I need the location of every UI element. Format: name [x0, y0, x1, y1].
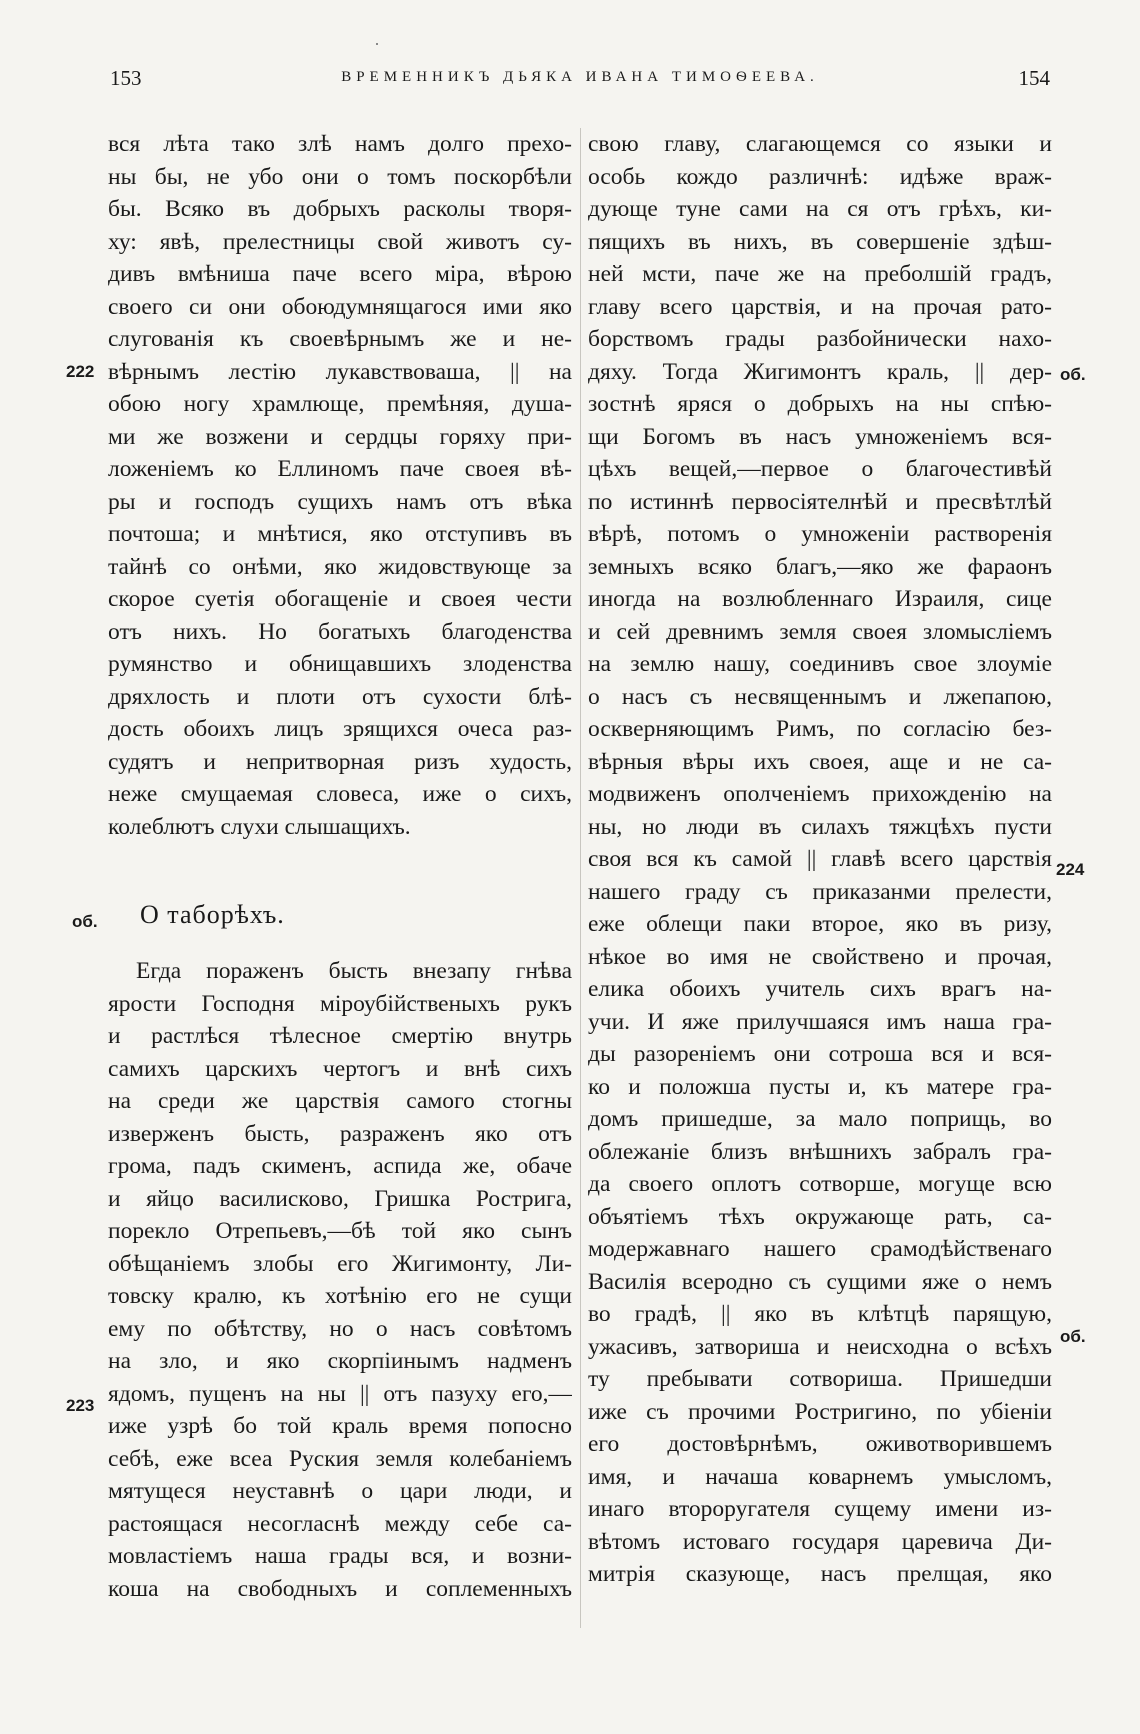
text-line: облежаніе близъ внѣшнихъ забралъ гра- — [588, 1138, 1052, 1165]
margin-folio-223: 223 — [66, 1396, 95, 1415]
text-line: ми же возжени и сердцы горяху при- — [108, 423, 572, 450]
text-line: особь кождо различнѣ: идѣже враж- — [588, 163, 1052, 190]
text-line: дяху. Тогда Жигимонтъ краль, || дер- — [588, 358, 1052, 385]
text-line: судятъ и непритворная ризъ худость, — [108, 748, 572, 775]
text-line: во градѣ, || яко въ клѣтцѣ парящую, — [588, 1301, 1052, 1327]
text-line: инаго второругателя сущему имени из- — [588, 1496, 1052, 1522]
text-line: мовластіемъ наша грады вся, и возни- — [108, 1543, 572, 1569]
text-line: на зло, и яко скорпіинымъ надменъ — [108, 1348, 572, 1374]
text-line: слугованія къ своевѣрнымъ же и не- — [108, 326, 572, 352]
text-line: бы. Всяко въ добрыхъ расколы творя- — [108, 196, 572, 222]
text-line: товску кралю, къ хотѣнію его не сущи — [108, 1283, 572, 1309]
text-line: вся лѣта тако злѣ намъ долго прехо- — [108, 131, 572, 157]
text-line: елика обоихъ учитель сихъ врагъ на- — [588, 976, 1052, 1002]
section-heading: О таборѣхъ. — [140, 900, 285, 929]
left-column-text-b — [108, 955, 572, 1605]
text-line: обѣщаніемъ злобы его Жигимонту, Ли- — [108, 1250, 572, 1277]
text-line: своего си они обоюдумнящагося ими яко — [108, 293, 572, 320]
text-line: ложеніемъ ко Еллиномъ паче своея вѣ- — [108, 456, 572, 482]
text-line: изверженъ бысть, разраженъ яко отъ — [108, 1120, 572, 1147]
text-line: и яйцо василисково, Гришка Ростригa, — [108, 1185, 572, 1212]
text-line: ры и господъ сущихъ намъ отъ вѣка — [108, 488, 572, 515]
text-line: борствомъ грады разбойнически нахо- — [588, 326, 1052, 352]
margin-obverse-left: об. — [72, 912, 98, 931]
text-line: имя, и начаша коварнемъ умысломъ, — [588, 1463, 1052, 1490]
text-line: растоящася несогласнѣ между себе са- — [108, 1510, 572, 1537]
text-line: вѣтомъ истоваго государя царевича Ди- — [588, 1528, 1052, 1555]
text-line: скорое суетія обогащеніе и своея чести — [108, 586, 572, 612]
text-line: ярости Господня міроубійственыхъ рукъ — [108, 990, 572, 1017]
text-line: митрія сказующе, насъ прелщая, яко — [588, 1561, 1052, 1587]
text-line: главу всего царствія, и на прочая рато- — [588, 293, 1052, 320]
text-line: коша на свободныхъ и соплеменныхъ — [108, 1575, 572, 1602]
left-column-text-a — [108, 128, 572, 843]
text-line: ды разореніемъ они сотроша вся и вся- — [588, 1041, 1052, 1067]
running-title: ВРЕМЕННИКЪ ДЬЯКА ИВАНА ТИМОѲЕЕВА. — [341, 69, 819, 85]
text-line: о насъ съ несвященнымъ и лжепапою, — [588, 683, 1052, 710]
text-line: грома, падъ скименъ, аспида же, обаче — [108, 1153, 572, 1179]
page-number-left: 153 — [110, 66, 142, 90]
text-line: вѣрнымъ лестію лукавствоваша, || на — [108, 358, 572, 385]
text-line: и растлѣся тѣлесное смертію внутрь — [108, 1023, 572, 1049]
text-line: по истиннѣ первосіятелнѣй и пресвѣтлѣй — [588, 488, 1052, 515]
right-column-text — [588, 128, 1052, 1591]
text-line: да своего оплотъ сотворше, могуще всю — [588, 1171, 1052, 1197]
text-line: ны, но люди въ силахъ тяжцѣхъ пусти — [588, 813, 1052, 840]
text-line: его достовѣрнѣмъ, оживотворившемъ — [588, 1431, 1052, 1457]
text-line: отъ нихъ. Но богатыхъ благоденства — [108, 618, 572, 645]
text-line: дующе туне сами на ся отъ грѣхъ, ки- — [588, 196, 1052, 222]
text-line: колеблютъ слухи слышащихъ. — [108, 813, 411, 840]
text-line: зостнѣ яряся о добрыхъ на ны спѣю- — [588, 391, 1052, 417]
page-number-right: 154 — [1018, 66, 1050, 90]
text-line: учи. И яже прилучшаяся имъ наша гра- — [588, 1008, 1052, 1035]
text-line: ней мсти, паче же на преболшій градъ, — [588, 261, 1052, 287]
text-line: дряхлость и плоти отъ сухости блѣ- — [108, 683, 572, 710]
text-line: свою главу, слагающемся со языки и — [588, 131, 1052, 157]
column-divider — [580, 128, 581, 1628]
text-line: ужасивъ, затвориша и неисходна о всѣхъ — [588, 1333, 1052, 1360]
text-line: почтоша; и мнѣтися, яко отступивъ въ — [108, 521, 572, 547]
text-line: иногда на возлюбленнаго Израиля, сице — [588, 586, 1052, 612]
text-line: вѣрѣ, потомъ о умноженіи растворенія — [588, 521, 1052, 547]
text-line: ны бы, не убо они о томъ поскорбѣли — [108, 163, 572, 190]
text-line: Егда пораженъ бысть внезапу гнѣва — [136, 958, 572, 984]
text-line: иже съ прочими Ростригино, по убіеніи — [588, 1398, 1052, 1425]
text-line: ху: явѣ, прелестницы свой животъ су- — [108, 228, 572, 255]
text-line: себѣ, еже всеа Руския земля колебаніемъ — [108, 1445, 572, 1472]
text-line: румянство и обнищавшихъ злоденства — [108, 651, 572, 677]
text-line: своя вся къ самой || главѣ всего царствія — [588, 846, 1052, 872]
page-header — [110, 66, 1050, 100]
text-line: неже смущаемая словеса, иже о сихъ, — [108, 781, 572, 807]
text-line: на землю нашу, соединивъ свое злоуміе — [588, 651, 1052, 677]
text-line: иже узрѣ бо той краль время попосно — [108, 1413, 572, 1439]
text-line: земныхъ всяко благъ,—яко же фараонъ — [588, 553, 1052, 580]
text-line: ядомъ, пущенъ на ны || отъ пазуху его,— — [108, 1380, 572, 1407]
margin-obverse-right-1: об. — [1060, 365, 1086, 384]
text-line: самихъ царскихъ чертогъ и внѣ сихъ — [108, 1055, 572, 1082]
text-line: щи Богомъ въ насъ умноженіемъ вся- — [588, 423, 1052, 450]
text-line: тайнѣ со онѣми, яко жидовствующе за — [108, 553, 572, 580]
margin-obverse-right-2: об. — [1060, 1327, 1086, 1346]
text-line: еже облещи паки второе, яко въ ризу, — [588, 911, 1052, 937]
text-line: дивъ вмѣниша паче всего міра, вѣрою — [108, 261, 572, 287]
text-line: порекло Отрепьевъ,—бѣ той яко сынъ — [108, 1218, 572, 1244]
text-line: ко и положша пусты и, къ матере гра- — [588, 1073, 1052, 1100]
margin-folio-224: 224 — [1056, 860, 1085, 879]
text-line: и сей древнимъ земля своея зломысліемъ — [588, 618, 1052, 645]
text-line: мятущеся неуставнѣ о цари люди, и — [108, 1478, 572, 1504]
text-line: на среди же царствія самого стогны — [108, 1088, 572, 1114]
text-line: пящихъ въ нихъ, въ совершеніе здѣш- — [588, 228, 1052, 255]
text-line: Василія всеродно съ сущими яже о немъ — [588, 1268, 1052, 1295]
text-line: оскверняющимъ Римъ, по согласію без- — [588, 716, 1052, 742]
text-line: модвиженъ ополченіемъ прихожденію на — [588, 781, 1052, 807]
text-line: ему по обѣтству, но о насъ совѣтомъ — [108, 1315, 572, 1342]
text-line: объятіемъ тѣхъ окружающе рать, са- — [588, 1203, 1052, 1230]
text-line: ту пребывати сотвориша. Пришедши — [588, 1366, 1052, 1392]
text-line: нѣкое во имя не свойствено и прочая, — [588, 943, 1052, 970]
text-line: домъ пришедше, за мало поприщь, во — [588, 1106, 1052, 1132]
text-line: модержавнаго нашего срамодѣйственаго — [588, 1236, 1052, 1262]
text-line: нашего граду съ приказанми прелести, — [588, 878, 1052, 905]
text-line: цѣхъ вещей,—первое о благочестивѣй — [588, 456, 1052, 482]
speck — [376, 43, 378, 45]
text-line: дость обоихъ лицъ зрящихся очеса раз- — [108, 716, 572, 742]
text-line: обою ногу храмлюще, премѣняя, душа- — [108, 391, 572, 417]
text-line: вѣрныя вѣры ихъ своея, аще и не са- — [588, 748, 1052, 775]
margin-folio-222: 222 — [66, 362, 95, 381]
